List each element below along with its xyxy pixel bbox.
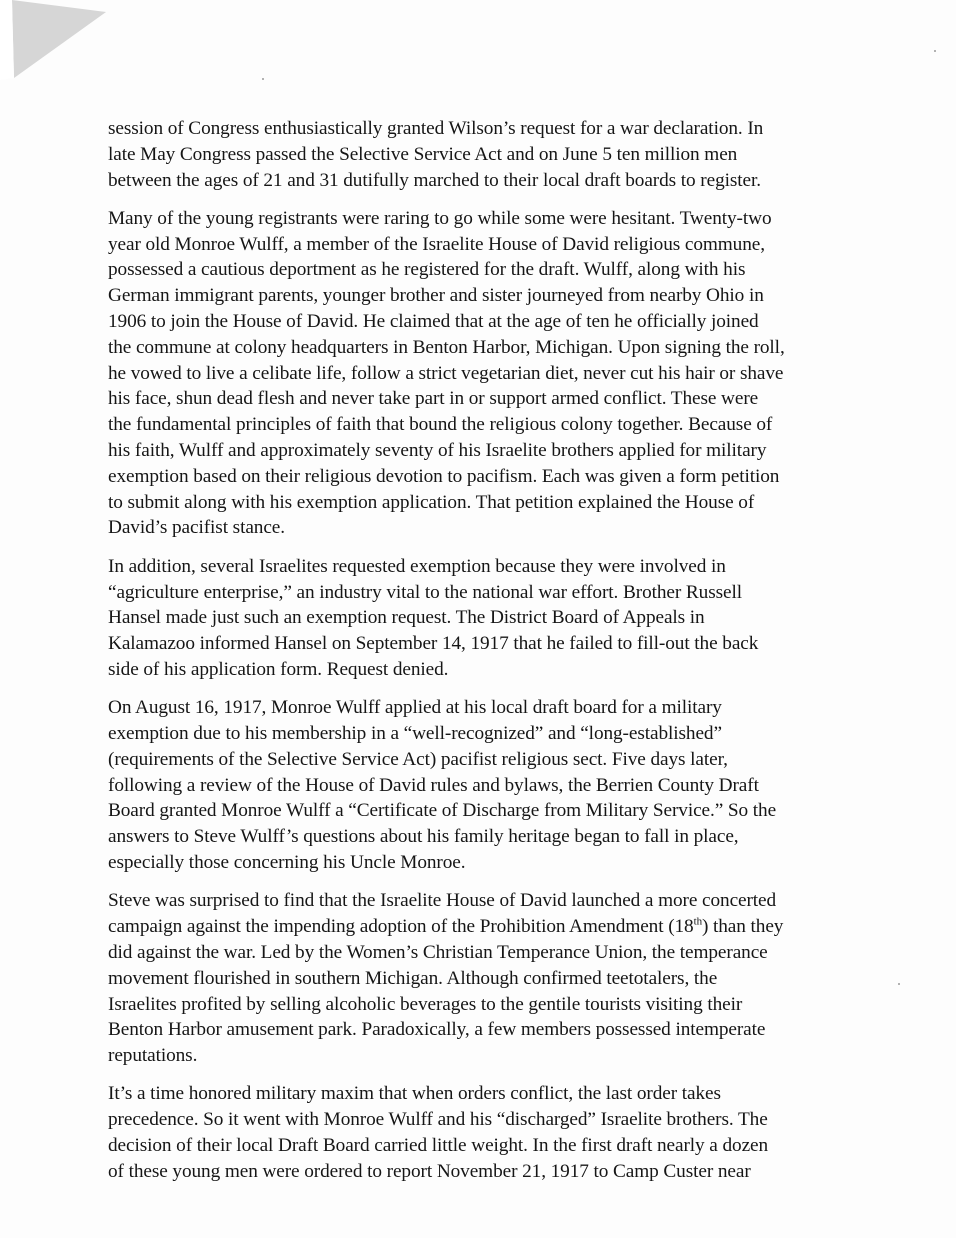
paragraph-4 (108, 695, 898, 876)
document-body (108, 116, 898, 1197)
text-line: On August 16, 1917, Monroe Wulff applied at his local draft board for a military (108, 697, 722, 719)
text-line: the fundamental principles of faith that bound the religious colony together. Because of (108, 414, 773, 436)
text-line: exemption based on their religious devotion to pacifism. Each was given a form petition (108, 465, 780, 487)
text-line: 1906 to join the House of David. He claimed that at the age of ten he officially joined (108, 311, 759, 333)
text-line: decision of their local Draft Board carried little weight. In the first draft nearly a dozen (108, 1134, 769, 1156)
paragraph-6 (108, 1081, 898, 1184)
text-line: Many of the young registrants were raring to go while some were hesitant. Twenty-two (108, 207, 772, 229)
text-line: the commune at colony headquarters in Benton Harbor, Michigan. Upon signing the roll, (108, 336, 785, 358)
text-line: “agriculture enterprise,” an industry vital to the national war effort. Brother Russell (108, 581, 742, 603)
text-line: answers to Steve Wulff’s questions about his family heritage began to fall in place, (108, 826, 739, 848)
text-line: German immigrant parents, younger brother and sister journeyed from nearby Ohio in (108, 285, 764, 307)
text-line: (requirements of the Selective Service Act) pacifist religious sect. Five days later, (108, 748, 728, 770)
paragraph-3 (108, 554, 898, 683)
scan-speck (262, 78, 264, 80)
text-line: year old Monroe Wulff, a member of the Israelite House of David religious commune, (108, 233, 765, 255)
text-line: session of Congress enthusiastically granted Wilson’s request for a war declaration. In (108, 118, 764, 139)
paragraph-5 (108, 888, 898, 1069)
text-fragment: campaign against the impending adoption of the Prohibition Amendment (18 (108, 916, 694, 938)
text-line: side of his application form. Request denied. (108, 658, 449, 680)
scan-speck (934, 50, 936, 52)
text-line: to submit along with his exemption application. That petition explained the House of (108, 491, 755, 513)
text-line: movement flourished in southern Michigan. Although confirmed teetotalers, the (108, 967, 718, 989)
text-line: In addition, several Israelites requested exemption because they were involved in (108, 555, 726, 577)
text-line: his face, shun dead flesh and never take part in or support armed conflict. These were (108, 388, 759, 410)
text-line: especially those concerning his Uncle Monroe. (108, 852, 466, 874)
paragraph-1 (108, 116, 898, 193)
text-line: Hansel made just such an exemption request. The District Board of Appeals in (108, 607, 705, 629)
text-fragment: ) than they (701, 916, 784, 938)
text-line: It’s a time honored military maxim that when orders conflict, the last order takes (108, 1083, 721, 1105)
text-line: precedence. So it went with Monroe Wulff and his “discharged” Israelite brothers. The (108, 1109, 768, 1131)
text-line: late May Congress passed the Selective Service Act and on June 5 ten million men (108, 143, 738, 165)
text-line: between the ages of 21 and 31 dutifully marched to their local draft boards to register. (108, 169, 761, 191)
text-line: David’s pacifist stance. (108, 517, 285, 539)
text-line: reputations. (108, 1045, 198, 1067)
paragraph-2 (108, 206, 898, 541)
text-line: Steve was surprised to find that the Israelite House of David launched a more concerted (108, 890, 777, 912)
text-line: Board granted Monroe Wulff a “Certificate of Discharge from Military Service.” So the (108, 800, 777, 822)
text-line-with-superscript (108, 914, 898, 940)
text-line: Benton Harbor amusement park. Paradoxically, a few members possessed intemperate (108, 1019, 766, 1041)
text-line: his faith, Wulff and approximately seventy of his Israelite brothers applied for military (108, 440, 767, 462)
text-line: Kalamazoo informed Hansel on September 14, 1917 that he failed to fill-out the back (108, 633, 759, 655)
text-line: Israelites profited by selling alcoholic beverages to the gentile tourists visiting their (108, 993, 743, 1015)
text-line: possessed a cautious deportment as he registered for the draft. Wulff, along with his (108, 259, 746, 281)
scan-speck (898, 983, 900, 985)
folded-corner-shape (0, 0, 110, 82)
text-line: did against the war. Led by the Women’s Christian Temperance Union, the temperance (108, 941, 768, 963)
text-line: he vowed to live a celibate life, follow a strict vegetarian diet, never cut his hair or shave (108, 362, 784, 384)
text-line: exemption due to his membership in a “well-recognized” and “long-established” (108, 723, 722, 745)
text-line: following a review of the House of David rules and bylaws, the Berrien County Draft (108, 774, 759, 796)
text-line: of these young men were ordered to report November 21, 1917 to Camp Custer near (108, 1160, 751, 1182)
ordinal-superscript: th (693, 915, 702, 928)
